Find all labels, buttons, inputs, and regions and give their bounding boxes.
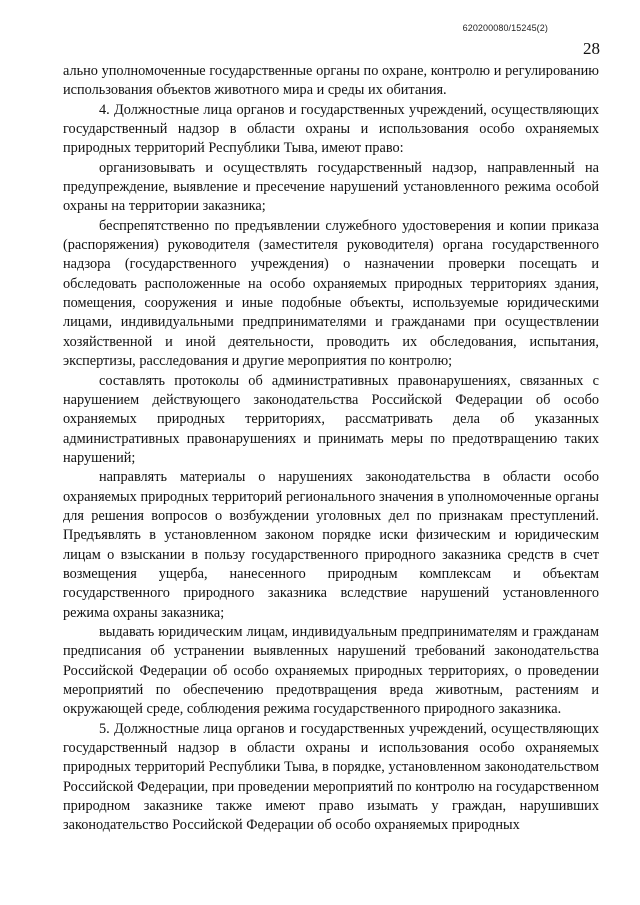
paragraph-item-5: 5. Должностные лица органов и государственных учреждений, осуществляющих государственный надзор в области охраны и использования особо охраняемых природных территорий Республики Тыва, в порядке, установленном законодательством Российской Федерации, при проведении мероприятий по контролю на государственном природном заказнике также имеют право изымать у граждан, нарушивших законодательство Российской Федерации об особо охраняемых природных bbox=[63, 720, 599, 834]
paragraph-right-organize: организовывать и осуществлять государственный надзор, направленный на предупреждение, выявление и пресечение нарушений установленного режима особой охраны на территории заказника; bbox=[63, 159, 599, 215]
paragraph-right-inspect: беспрепятственно по предъявлении служебного удостоверения и копии приказа (распоряжения) руководителя (заместителя руководителя) органа государственного надзора (государственного учреждения) о назначении проверки посещать и обследовать расположенные на особо охраняемых природных территориях здания, помещения, сооружения и иные подобные объекты, используемые юридическими лицами, индивидуальными предпринимателями и гражданами при осуществлении хозяйственной и иной деятельности, проводить их обследования, испытания, экспертизы, расследования и другие мероприятия по контролю; bbox=[63, 217, 599, 370]
paragraph-right-orders: выдавать юридическим лицам, индивидуальным предпринимателям и гражданам предписания об устранении выявленных нарушений требований законодательства Российской Федерации об особо охраняемых природных территориях, о проведении мероприятий по обеспечению предотвращения вреда животным, растениям и окружающей среде, соблюдения режима государственного природного заказника. bbox=[63, 623, 599, 718]
document-id: 620200080/15245(2) bbox=[462, 23, 548, 33]
paragraph-right-materials: направлять материалы о нарушениях законодательства в области особо охраняемых природных территорий регионального значения в уполномоченные органы для решения вопросов о возбуждении уголовных дел по признакам преступлений. Предъявлять в установленном законом порядке иски физическим и юридическим лицам о взыскании в пользу государственного природного заказника средств в счет возмещения ущерба, нанесенного природным комплексам и объектам государственного природного заказника вследствие нарушений установленного режима охраны заказника; bbox=[63, 469, 599, 621]
page-number: 28 bbox=[583, 39, 600, 58]
paragraph-right-protocols: составлять протоколы об административных правонарушениях, связанных с нарушением действующего законодательства Российской Федерации об особо охраняемых природных территориях, рассматривать дела об указанных административных правонарушениях и принимать меры по предотвращению таких нарушений; bbox=[63, 372, 599, 466]
document-body bbox=[63, 62, 599, 836]
paragraph-continuation: ально уполномоченные государственные органы по охране, контролю и регулированию использования объектов животного мира и среды их обитания. bbox=[63, 63, 599, 99]
paragraph-item-4: 4. Должностные лица органов и государственных учреждений, осуществляющих государственный надзор в области охраны и использования особо охраняемых природных территорий Республики Тыва, имеют право: bbox=[63, 101, 599, 157]
